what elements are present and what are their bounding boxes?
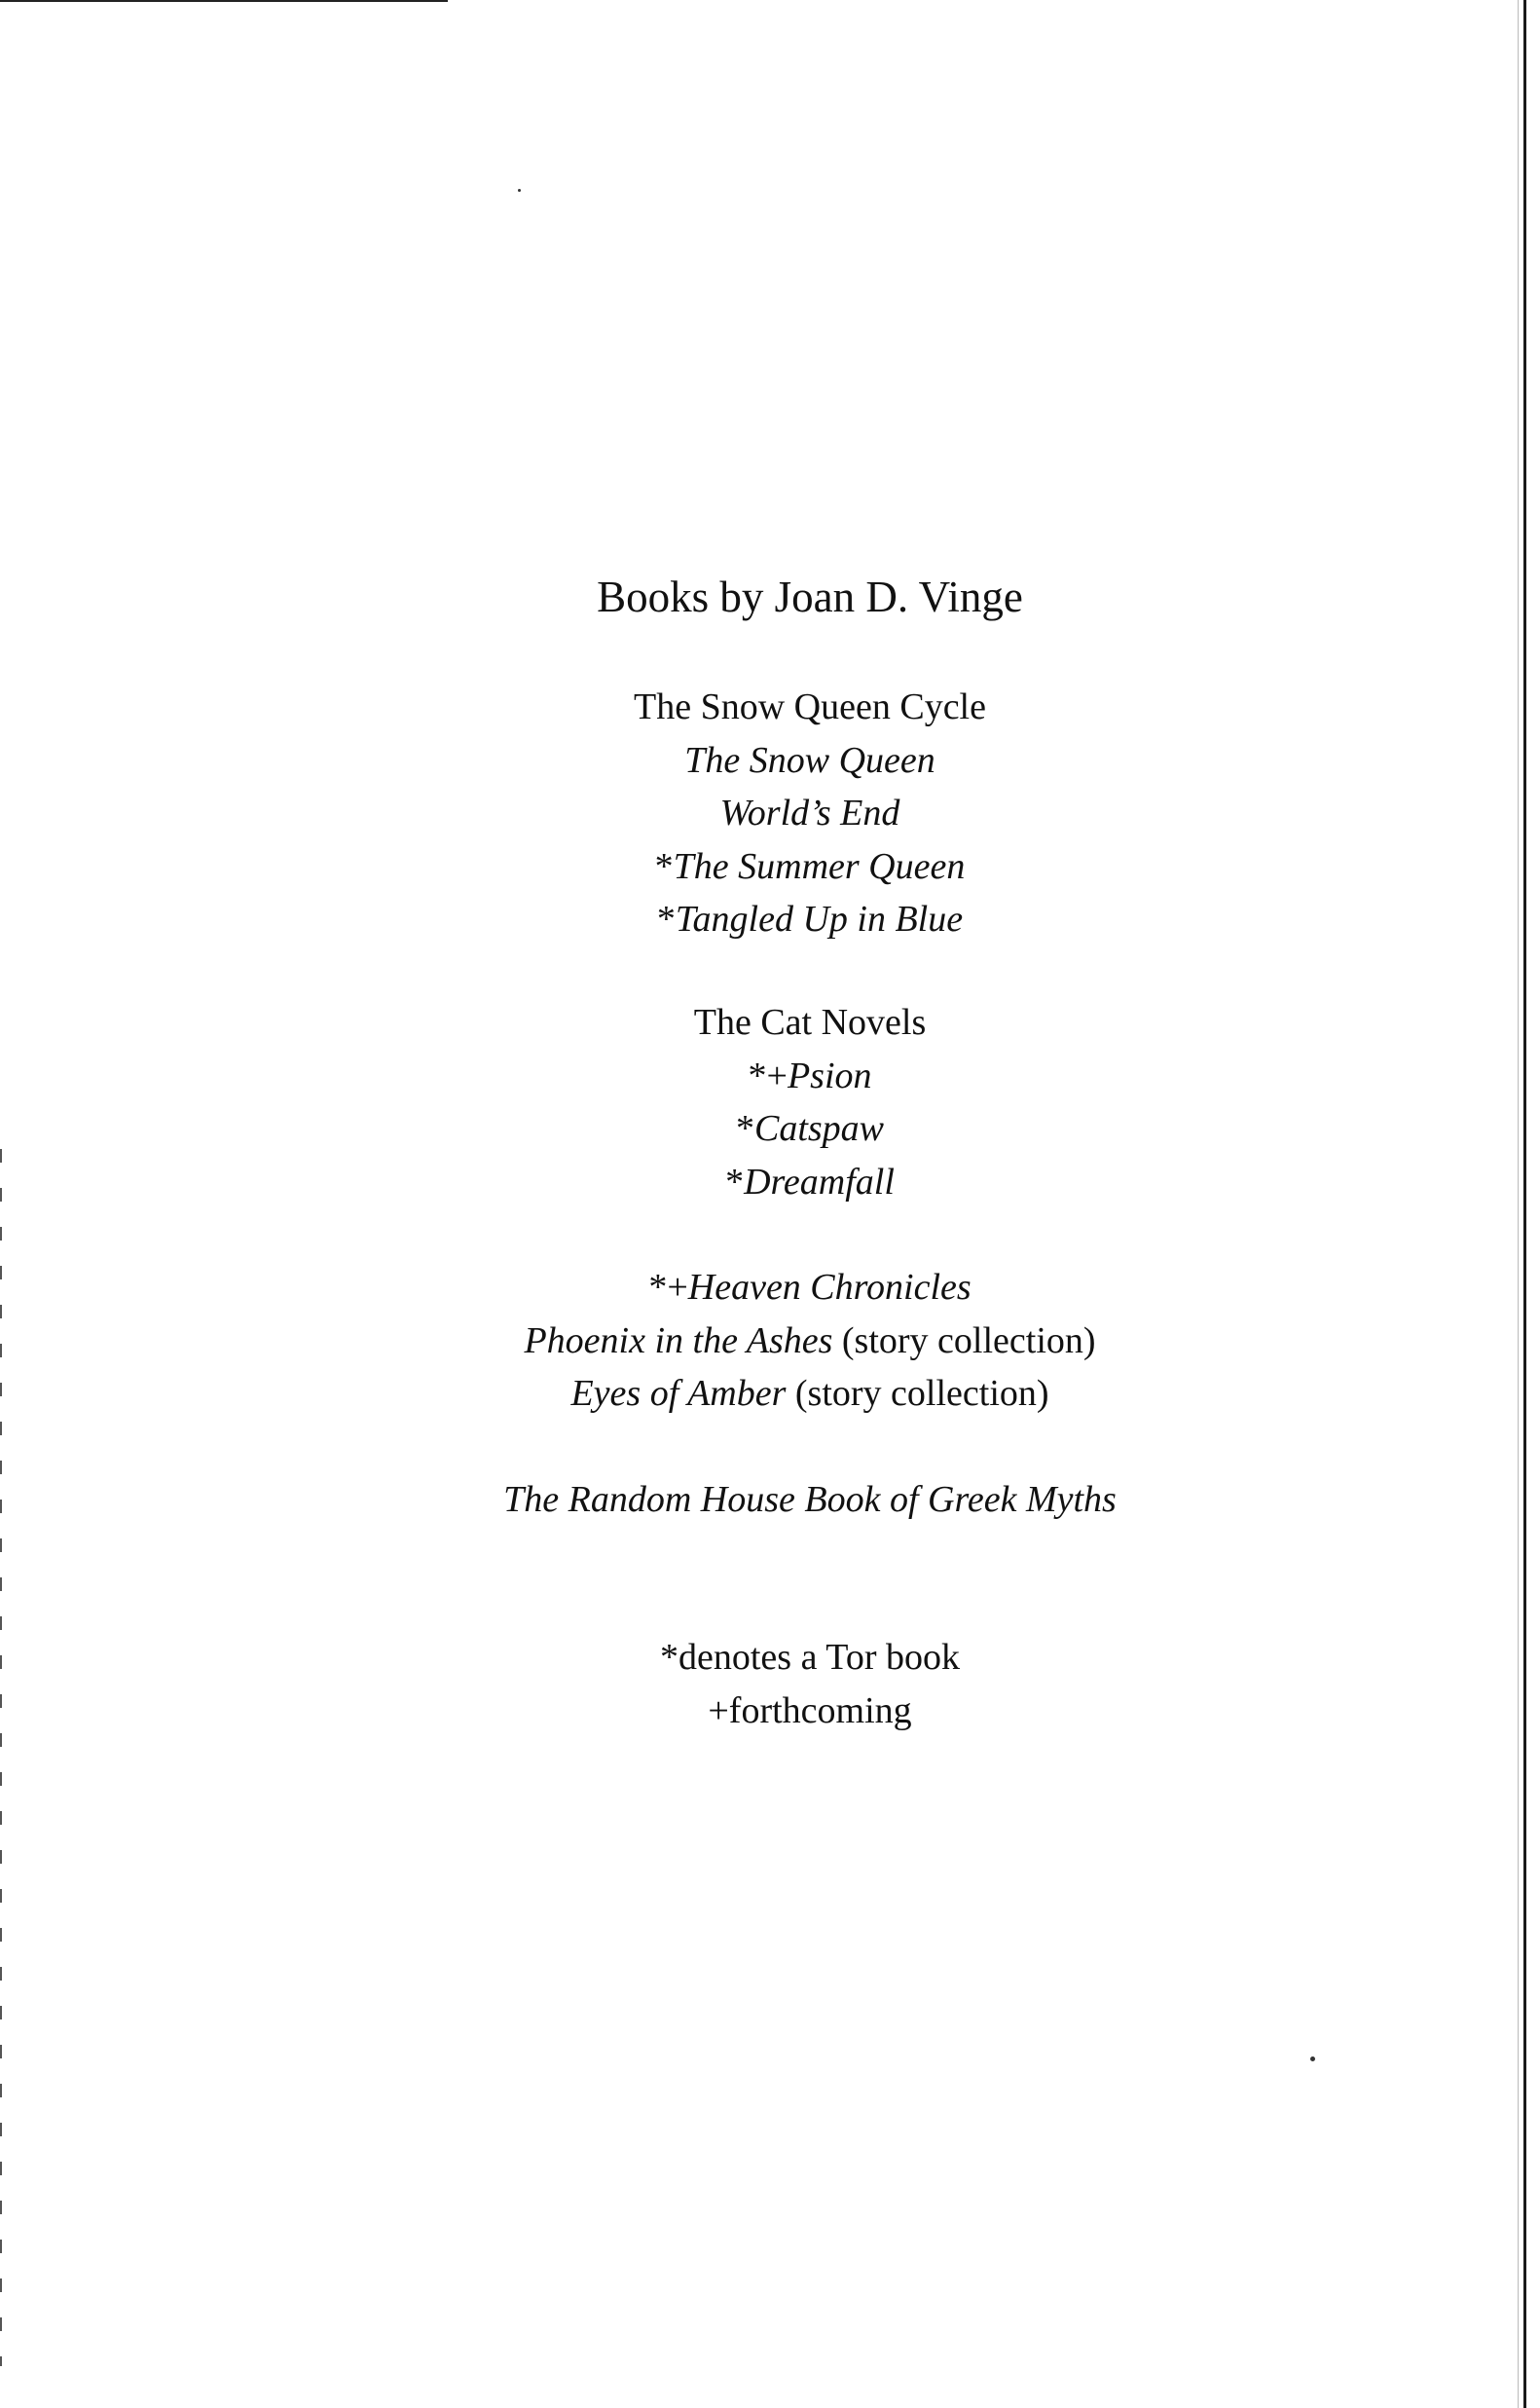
book-title-line: *+Psion xyxy=(748,1055,872,1096)
page-heading: Books by Joan D. Vinge xyxy=(597,573,1023,621)
book-note: (story collection) xyxy=(832,1319,1096,1361)
greek-myths-section xyxy=(0,1473,1540,1527)
book-title: World’s End xyxy=(719,793,900,834)
other-books-section xyxy=(0,1261,1540,1421)
snow-queen-cycle-section xyxy=(0,681,1540,946)
book-title: Heaven Chronicles xyxy=(687,1267,972,1308)
scan-speck xyxy=(518,189,521,192)
forthcoming-note: +forthcoming xyxy=(708,1689,912,1731)
book-title-line: *Dreamfall xyxy=(725,1161,895,1203)
book-title: Eyes of Amber xyxy=(570,1373,787,1414)
book-title-line: *+Heaven Chronicles xyxy=(648,1267,972,1308)
book-title: Dreamfall xyxy=(744,1161,895,1203)
book-title: Phoenix in the Ashes xyxy=(524,1319,833,1361)
book-title-line xyxy=(0,734,1540,788)
book-title: Tangled Up in Blue xyxy=(675,899,964,940)
book-title-line xyxy=(0,787,1540,840)
book-title-line xyxy=(0,1315,1540,1368)
book-title-line xyxy=(0,1367,1540,1421)
series-title: The Snow Queen Cycle xyxy=(634,686,986,727)
book-title: The Random House Book of Greek Myths xyxy=(503,1479,1117,1520)
series-title: The Cat Novels xyxy=(693,1002,927,1043)
book-title: The Snow Queen xyxy=(684,739,935,781)
book-title: Catspaw xyxy=(753,1108,885,1149)
book-title: The Summer Queen xyxy=(673,845,966,887)
legend-notes xyxy=(0,1631,1540,1737)
tor-book-note: *denotes a Tor book xyxy=(660,1637,960,1678)
scan-speck xyxy=(1310,2056,1315,2061)
book-title-line: *Tangled Up in Blue xyxy=(656,899,964,940)
book-title-line: *The Summer Queen xyxy=(654,845,966,887)
cat-novels-section xyxy=(0,996,1540,1208)
book-title: Psion xyxy=(787,1055,872,1096)
scan-edge-top xyxy=(0,0,448,2)
book-note: (story collection) xyxy=(786,1373,1049,1414)
book-title-line: *Catspaw xyxy=(735,1108,885,1149)
